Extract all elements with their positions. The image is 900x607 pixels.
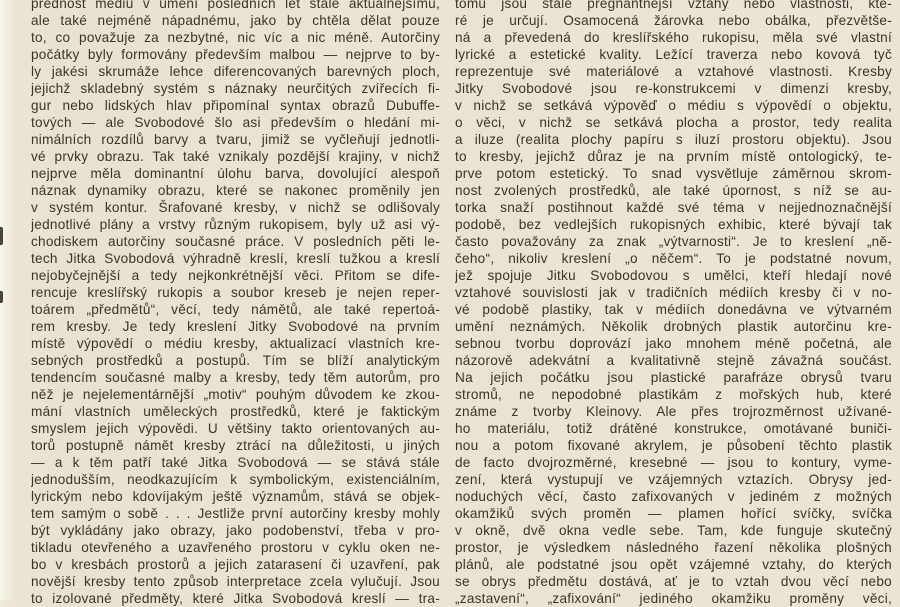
text-line: to izolované předměty, které Jitka Svobodová kreslí — tra- [31,591,440,606]
text-line: Na jejich počátku jsou plastické parafráze obrysů tvaru [455,370,892,385]
text-line: ná a převedená do kreslířského rukopisu, měla své vlastní [455,30,892,45]
text-line: být vykládány jako obrazy, jako podobenství, třeba v pro- [31,523,440,538]
text-line: čeho“, nikoliv kreslení „o něčem“. To je podstatné novum, [455,251,892,266]
text-line: v okně, dvě okna vedle sebe. Tam, kde funguje skutečný [455,523,892,538]
text-line: sebných prostředků a postupů. Tím se blíží analytickým [31,353,440,368]
text-line: jednodušším, neodkazujícím k symbolickým, existenciálním, [31,472,440,487]
text-line: se obrys předmětu dostává, ať je to vztah dvou věcí nebo [455,574,892,589]
text-line: toárem „předmětů“, věcí, tedy námětů, ale také repertoá- [31,302,440,317]
text-column-left [31,0,440,607]
text-line: lyrické a estetické kvality. Ležící traverza nebo kovová tyč [455,47,892,62]
text-line: tendencím současné malby a kresby, tedy těm autorům, pro [31,370,440,385]
text-line: de facto dvojrozměrné, kresebné — jsou to kontury, vyme- [455,455,892,470]
text-line: nimálních rozdílů barvy a tvaru, jimiž se vyčleňují jednotli- [31,132,440,147]
text-line: tech Jitka Svobodová výhradně kreslí, kreslí tužkou a kreslí [31,251,440,266]
text-line: zení, která vystupují ve vzájemných vztazích. Obrysy jed- [455,472,892,487]
text-line: náznak dynamiky obrazu, které se nakonec proměnily jen [31,183,440,198]
text-line: prve potom estetický. To snad vysvětluje záměrnou skrom- [455,166,892,181]
text-line: známe z tvorby Kleinovy. Ale přes trojrozměrnost užívané- [455,404,892,419]
text-line: umění neznámých. Několik drobných plastik autorčinu kre- [455,319,892,334]
text-line: tových — ale Svobodové šlo asi především o hledání mi- [31,115,440,130]
text-line: to, co považuje za nezbytné, nic víc a nic méně. Autorčiny [31,30,440,45]
text-line: smyslem jejich výpovědi. U většiny takto orientovaných au- [31,421,440,436]
text-line: názorově adekvátní a kvalitativně stejně závažná součást. [455,353,892,368]
text-line: lyrickým nebo kdovíjakým ještě významům, stává se objek- [31,489,440,504]
text-line: reprezentuje své materiálové a vztahové vlastnosti. Kresby [455,64,892,79]
text-line: torka snaží postihnout každé své téma v nejjednoznačnější [455,200,892,215]
text-line: gur nebo lidských hlav připomínal syntax obrazů Dubuffe- [31,98,440,113]
text-line: místě výpovědí o médiu kresby, aktualizací vlastních kre- [31,336,440,351]
text-line: přednost médiu v umění posledních let stále aktuálnějšímu, [31,0,440,11]
text-line: něž je nejelementárnější „motiv“ pouhým důvodem ke zkou- [31,387,440,402]
text-line: bo v kresbách prostorů a jejich zatarasení či uzavření, pak [31,557,440,572]
text-line: tomu jsou stále pregnantnější vztahy nebo vlastnosti, kte- [455,0,892,11]
text-line: jež spojuje Jitku Svobodovou s umělci, kteří hledají nové [455,268,892,283]
text-line: v nichž se setkává výpověď o médiu s výpovědí o objektu, [455,98,892,113]
text-line: prostor, je výsledkem následného řazení několika plošných [455,540,892,555]
text-line: často považovány za znak „výtvarnosti“. Je to kreslení „ně- [455,234,892,249]
text-line: chodiskem autorčiny současné práce. V posledních pěti le- [31,234,440,249]
text-line: vé prvky obrazu. Tak také vznikaly pozdější krajiny, v nichž [31,149,440,164]
text-line: ho materiálu, totiž drátěné konstrukce, omotávané buniči- [455,421,892,436]
text-line: plánů, ale podstatné jsou opět vzájemné vztahy, do kterých [455,557,892,572]
text-line: vé podobě plastiky, tak v médiích donedávna ve výtvarném [455,302,892,317]
text-line: novější kresby tento způsob interpretace zcela vylučují. Jsou [31,574,440,589]
text-column-right [455,0,892,607]
text-line: nejobyčejnější a tedy nejkonkrétnější věci. Přitom se dife- [31,268,440,283]
text-line: Jitky Svobodové jsou re-konstrukcemi v dimenzi kresby, [455,81,892,96]
text-line: nejprve měla dominantní úlohu barva, dovolující alespoň [31,166,440,181]
text-line: vztahové souvislosti jak v tradičních médiích kresby či v no- [455,285,892,300]
text-line: ale také nejméně nápadnému, jako by chtěla dělat pouze [31,13,440,28]
text-line: nou a potom fixované akrylem, je působení těchto plastik [455,438,892,453]
text-line: ly jakési skrumáže lehce diferencovaných barevných ploch, [31,64,440,79]
text-line: jednotlivé plány a vrstvy různým rukopisem, byly už asi vý- [31,217,440,232]
text-line: tikladu otevřeného a uzavřeného prostoru v cyklu oken ne- [31,540,440,555]
text-line: sebnou tvorbu doprovází jako mnohem méně početná, ale [455,336,892,351]
text-line: podobě, bez vedlejších rukopisných exhibic, které bývají tak [455,217,892,232]
text-line: „zastavení“, „zafixování“ jediného okamžiku proměny věci, [455,591,892,606]
text-line: jejichž skladebný systém s náznaky neurčitých zvířecích fi- [31,81,440,96]
text-line: rem kresby. Je tedy kreslení Jitky Svobodové na prvním [31,319,440,334]
text-line: stromů, ne nepodobné plastikám z mořských hub, které [455,387,892,402]
text-line: tem samým o sobě . . . Jestliže první autorčiny kresby mohly [31,506,440,521]
text-line: mání vlastních uměleckých prostředků, které je faktickým [31,404,440,419]
text-line: v systém kontur. Šrafované kresby, v nichž se odlišovaly [31,200,440,215]
scan-mark [0,227,3,245]
text-line: ré je určují. Osamocená žárovka nebo obálka, přezvětše- [455,13,892,28]
text-line: a iluze (realita plochy papíru s iluzí prostoru objektu). Jsou [455,132,892,147]
text-line: to kresby, jejichž důraz je na prvním místě ontologický, te- [455,149,892,164]
text-line: počátky byly formovány především malbou — nejprve to by- [31,47,440,62]
text-line: — a k těm patří také Jitka Svobodová — se stává stále [31,455,440,470]
text-line: okamžiků svých proměn — plamen hořící svíčky, svíčka [455,506,892,521]
text-line: o věci, v nichž se setkává plocha a prostor, tedy realita [455,115,892,130]
text-line: rencuje kreslířský rukopis a soubor kreseb je nejen reper- [31,285,440,300]
text-line: noduchých věcí, často zafixovaných v jediném z možných [455,489,892,504]
text-line: torů postupně námět kresby ztrácí na důležitosti, u jiných [31,438,440,453]
scan-mark [0,291,3,303]
text-line: nost zvolených prostředků, ale také úpornost, s níž se au- [455,183,892,198]
